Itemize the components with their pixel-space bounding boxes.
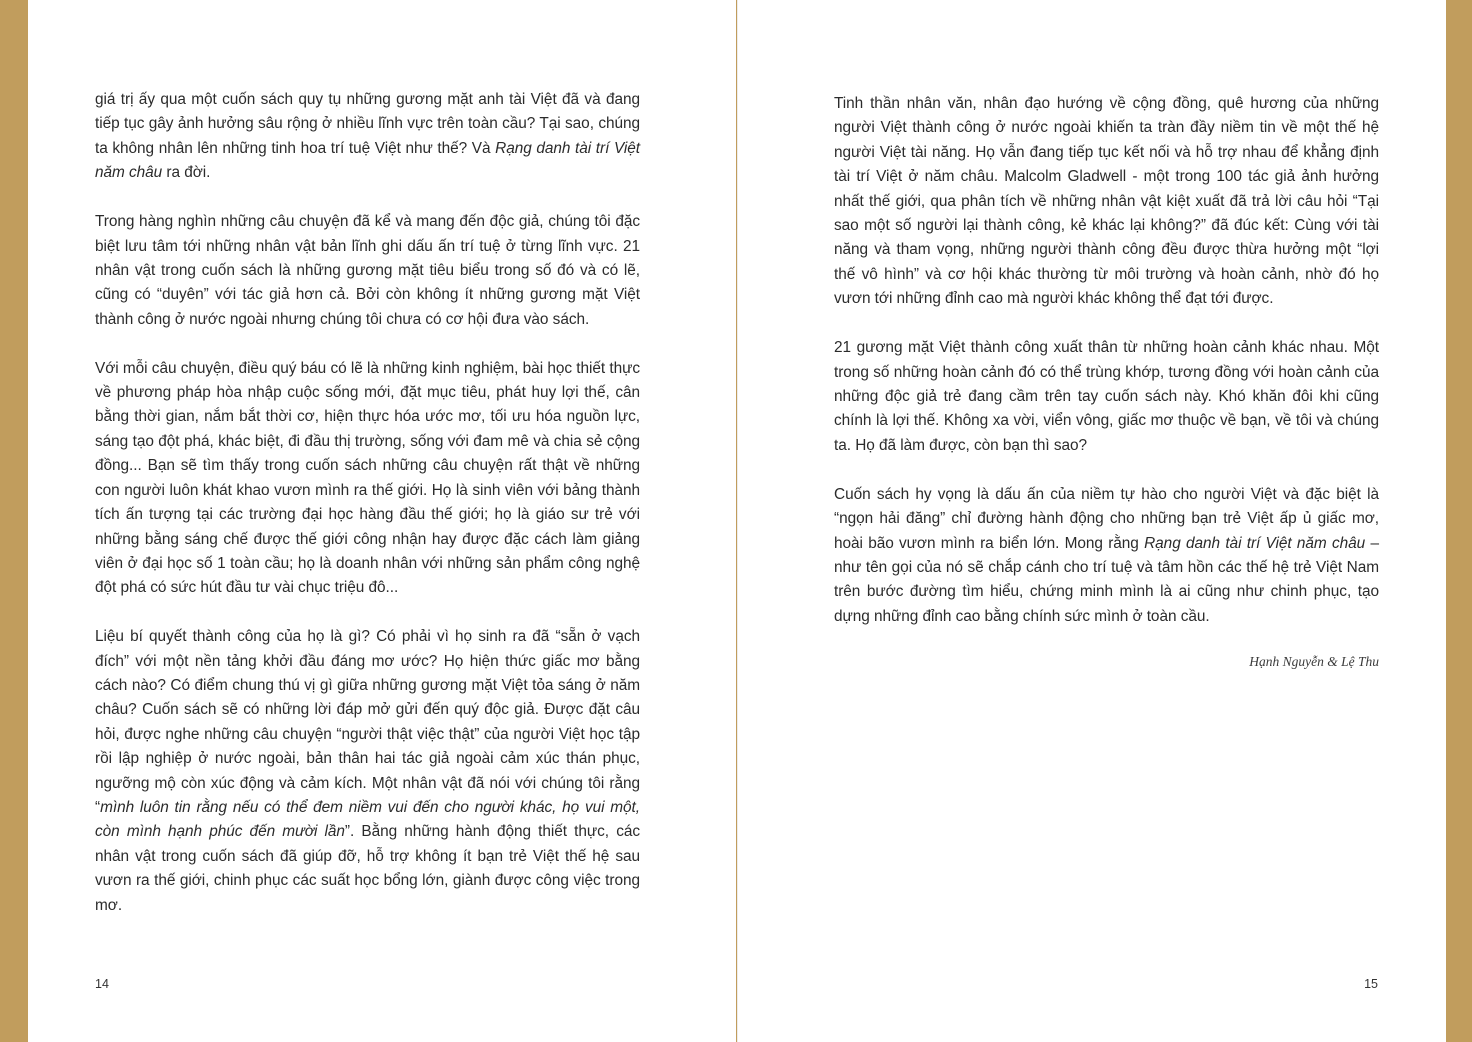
page-number: 14 — [95, 977, 109, 991]
book-title-italic: Rạng danh tài trí Việt năm châu — [95, 139, 640, 182]
right-page — [737, 0, 1446, 1042]
paragraph — [95, 88, 640, 186]
paragraph-text: ”. Bằng những hành động thiết thực, các nhân vật trong cuốn sách đã giúp đỡ, hỗ trợ không ít bạn trẻ Việt thế hệ sau vươn ra thế giới, chinh phục các suất học bổng lớn, giành được công việc trong mơ. — [95, 823, 641, 914]
left-page — [28, 0, 736, 1042]
paragraph: Tinh thần nhân văn, nhân đạo hướng về cộng đồng, quê hương của những người Việt thành công ở nước ngoài khiến ta tràn đầy niềm tin về một thế hệ người Việt tài năng. Họ vẫn đang tiếp tục kết nối và hỗ trợ nhau để khẳng định tài trí Việt ở năm châu. Malcolm Gladwell - một trong 100 tác giả ảnh hưởng nhất thế giới, qua phân tích về những nhân vật kiệt xuất đã trả lời câu hỏi “Tại sao một số người lại thành công, kẻ khác lại không?” đã đúc kết: Cùng với tài năng và tham vọng, những người thành công đều được thừa hưởng một “lợi thế vô hình” và cơ hội khác thường từ môi trường và hoàn cảnh, nhờ đó họ vươn tới những đỉnh cao mà người khác không thể đạt tới được. — [834, 95, 1379, 308]
left-text-block — [95, 88, 640, 918]
paragraph-text: Liệu bí quyết thành công của họ là gì? Có phải vì họ sinh ra đã “sẵn ở vạch đích” với một nền tảng khởi đầu đáng mơ ước? Họ hiện thức giấc mơ bằng cách nào? Có điểm chung thú vị gì giữa những gương mặt Việt tỏa sáng ở năm châu? Cuốn sách sẽ có những lời đáp mở gửi đến quý độc giả. Được đặt câu hỏi, được nghe những câu chuyện “người thật việc thật” của người Việt học tập rồi lập nghiệp ở nước ngoài, bản thân hai tác giả ngoài cảm xúc thán phục, ngưỡng mộ còn xúc động và cảm kích. Một nhân vật đã nói với chúng tôi rằng “ — [95, 628, 640, 817]
paragraph-text: giá trị ấy qua một cuốn sách quy tụ những gương mặt anh tài Việt đã và đang tiếp tục gây ảnh hưởng sâu rộng ở nhiều lĩnh vực trên toàn cầu? Tại sao, chúng ta không nhân lên những tinh hoa trí tuệ Việt như thế? Và — [95, 91, 640, 157]
book-title-italic: Rạng danh tài trí Việt năm châu — [1144, 534, 1366, 552]
paragraph — [834, 483, 1379, 629]
paragraph: Trong hàng nghìn những câu chuyện đã kể và mang đến độc giả, chúng tôi đặc biệt lưu tâm tới những nhân vật bản lĩnh ghi dấu ấn trí tuệ ở từng lĩnh vực. 21 nhân vật trong cuốn sách là những gương mặt tiêu biểu trong số đó và có lẽ, cũng có “duyên” với tác giả hơn cả. Bởi còn không ít những gương mặt Việt thành công ở nước ngoài nhưng chúng tôi chưa có cơ hội đưa vào sách. — [95, 213, 640, 328]
paragraph — [95, 625, 640, 918]
paragraph-text: – như tên gọi của nó sẽ chắp cánh cho trí tuệ và tâm hồn các thế hệ trẻ Việt Nam trên bước đường tìm hiểu, chứng minh mình là ai cũng như chinh phục, tạo dựng những đỉnh cao bằng chính sức mình ở toàn cầu. — [834, 534, 1379, 625]
paragraph: 21 gương mặt Việt thành công xuất thân từ những hoàn cảnh khác nhau. Một trong số những hoàn cảnh đó có thể trùng khớp, tương đồng với hoàn cảnh của những độc giả trẻ đang cầm trên tay cuốn sách này. Khó khăn đôi khi cũng chính là lợi thế. Không xa vời, viển vông, giấc mơ thuộc về bạn, về tôi và chúng ta. Họ đã làm được, còn bạn thì sao? — [834, 339, 1379, 454]
right-text-block — [834, 92, 1379, 670]
author-signature: Hạnh Nguyễn & Lệ Thu — [1249, 653, 1379, 669]
page-number: 15 — [1364, 977, 1378, 991]
paragraph-text: Cuốn sách hy vọng là dấu ấn của niềm tự hào cho người Việt và đặc biệt là “ngọn hải đăng” chỉ đường hành động cho những bạn trẻ Việt ấp ủ giấc mơ, hoài bão vươn mình ra biển lớn. Mong rằng — [834, 485, 1379, 552]
paragraph: Với mỗi câu chuyện, điều quý báu có lẽ là những kinh nghiệm, bài học thiết thực về phương pháp hòa nhập cuộc sống mới, đặt mục tiêu, phát huy lợi thế, cân bằng thời gian, nắm bắt thời cơ, hiện thực hóa ước mơ, tối ưu hóa nguồn lực, sáng tạo đột phá, khác biệt, đi đầu thị trường, sống với đam mê và chia sẻ cộng đồng... Bạn sẽ tìm thấy trong cuốn sách những câu chuyện rất thật về những con người luôn khát khao vươn mình ra thế giới. Họ là sinh viên với bảng thành tích ấn tượng tại các trường đại học hàng đầu thế giới; họ là giáo sư trẻ với những bằng sáng chế được thế giới công nhận hay được đặc cách làm giảng viên ở đại học số 1 toàn cầu; họ là doanh nhân với những sản phẩm công nghệ đột phá có sức hút đầu tư vài chục triệu đô... — [95, 359, 640, 597]
paragraph-text: ra đời. — [162, 164, 211, 182]
quote-italic: mình luôn tin rằng nếu có thể đem niềm vui đến cho người khác, họ vui một, còn mình hạnh phúc đến mười lần — [95, 799, 640, 841]
